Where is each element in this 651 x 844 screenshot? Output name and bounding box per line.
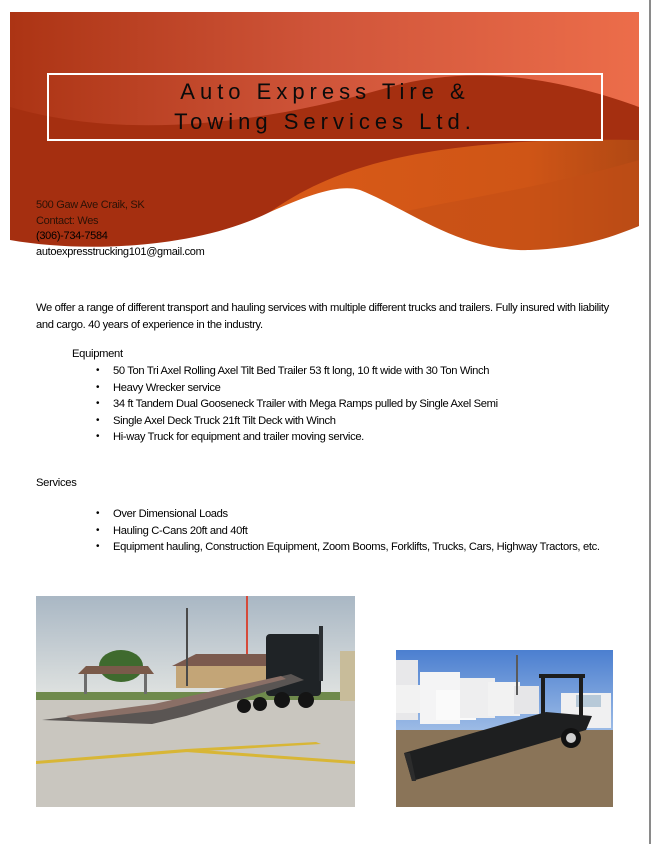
services-list	[96, 506, 618, 556]
equipment-item-text: Single Axel Deck Truck 21ft Tilt Deck with Winch	[113, 414, 336, 427]
services-item-text: Equipment hauling, Construction Equipment, Zoom Booms, Forklifts, Trucks, Cars, Highway Tractors, etc.	[113, 541, 600, 553]
company-title-line-1: Auto Express Tire &	[180, 79, 470, 104]
address-text: 500 Gaw Ave Craik, SK	[36, 199, 145, 211]
equipment-heading: Equipment	[72, 348, 123, 360]
tilt-deck-trailer-photo	[36, 596, 355, 807]
equipment-list-item	[96, 429, 616, 446]
equipment-item-text: Hi-way Truck for equipment and trailer moving service.	[113, 431, 364, 443]
services-item-text: Hauling C-Cans 20ft and 40ft	[113, 524, 248, 537]
equipment-list	[96, 363, 616, 446]
rollback-deck-truck-photo	[396, 650, 613, 807]
equipment-list-item	[96, 363, 616, 380]
services-list-item	[96, 506, 618, 523]
services-heading: Services	[36, 477, 77, 489]
equipment-item-text: Heavy Wrecker service	[113, 381, 221, 394]
bullet-icon: •	[96, 414, 100, 426]
services-list-item	[96, 539, 618, 556]
contact-block	[36, 198, 204, 260]
equipment-list-item	[96, 380, 616, 397]
contact-person-text: Contact: Wes	[36, 214, 99, 227]
bullet-icon: •	[96, 508, 100, 519]
intro-paragraph: We offer a range of different transport and hauling services with multiple different trucks and trailers. Fully insured with liability and cargo. 40 years of experience in the industry.	[36, 302, 609, 331]
services-list-item	[96, 523, 618, 540]
equipment-item-text: 34 ft Tandem Dual Gooseneck Trailer with Mega Ramps pulled by Single Axel Semi	[113, 398, 498, 410]
tilt-deck-trailer-image	[36, 596, 355, 807]
bullet-icon: •	[96, 431, 100, 442]
company-title-box	[47, 73, 603, 141]
bullet-icon: •	[96, 398, 100, 409]
bullet-icon: •	[96, 541, 100, 552]
company-title-line-2: Towing Services Ltd.	[174, 109, 476, 134]
bullet-icon: •	[96, 524, 100, 536]
services-item-text: Over Dimensional Loads	[113, 508, 228, 520]
phone-number: (306)-734-7584	[36, 230, 108, 242]
email-address: autoexpresstrucking101@gmail.com	[36, 245, 205, 258]
equipment-list-item	[96, 396, 616, 413]
bullet-icon: •	[96, 381, 100, 393]
equipment-list-item	[96, 413, 616, 430]
equipment-item-text: 50 Ton Tri Axel Rolling Axel Tilt Bed Trailer 53 ft long, 10 ft wide with 30 Ton Winch	[113, 365, 490, 377]
bullet-icon: •	[96, 365, 100, 376]
rollback-deck-truck-image	[396, 650, 613, 807]
